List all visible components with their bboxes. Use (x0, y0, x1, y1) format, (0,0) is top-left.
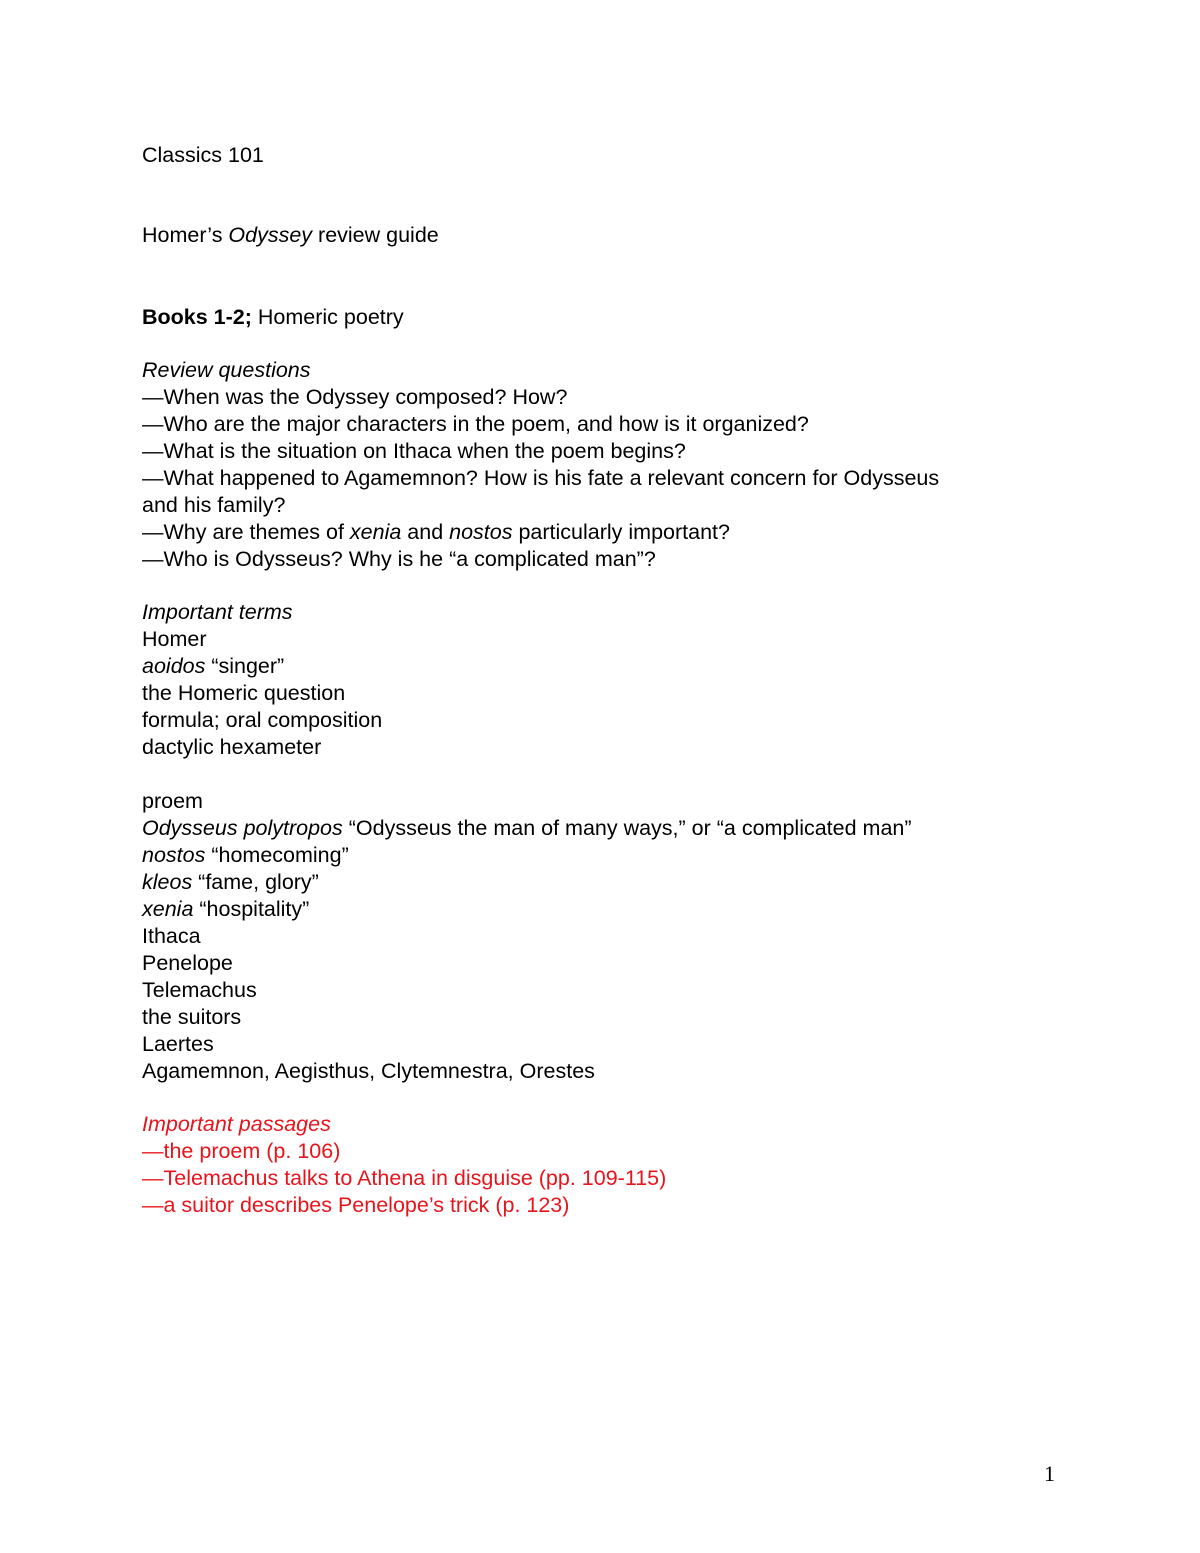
term-item: Ithaca (142, 924, 201, 948)
review-question: —When was the Odyssey composed? How? (142, 385, 568, 409)
term-item: Laertes (142, 1032, 214, 1056)
important-passages-heading: Important passages (142, 1112, 331, 1136)
review-question: —Who are the major characters in the poem, and how is it organized? (142, 412, 809, 436)
review-questions-heading: Review questions (142, 358, 311, 382)
term-item: the suitors (142, 1005, 242, 1029)
important-terms-heading: Important terms (142, 600, 293, 624)
document-title (142, 222, 1062, 249)
blank-line (142, 761, 1062, 788)
term-item: nostos “homecoming” (142, 843, 349, 867)
section-books: Books 1-2; (142, 305, 252, 329)
term-item: proem (142, 789, 203, 813)
term-item: Odysseus polytropos “Odysseus the man of many ways,” or “a complicated man” (142, 816, 912, 840)
term-item: kleos “fame, glory” (142, 870, 319, 894)
term-item: Telemachus (142, 978, 257, 1002)
title-suffix: review guide (312, 223, 439, 247)
section-heading (142, 304, 1062, 331)
important-terms-block (142, 599, 1062, 1085)
title-prefix: Homer’s (142, 223, 229, 247)
section-topic: Homeric poetry (251, 305, 404, 329)
term-item: formula; oral composition (142, 708, 383, 732)
course-title: Classics 101 (142, 143, 264, 167)
review-question: —Why are themes of xenia and nostos particularly important? (142, 520, 730, 544)
important-passages-block (142, 1111, 1062, 1219)
term-item: Penelope (142, 951, 233, 975)
page-number: 1 (1044, 1461, 1055, 1486)
term-item: Agamemnon, Aegisthus, Clytemnestra, Orestes (142, 1059, 595, 1083)
term-item: aoidos “singer” (142, 654, 285, 678)
term-item: the Homeric question (142, 681, 346, 705)
review-question-continued: and his family? (142, 493, 286, 517)
review-question: —What happened to Agamemnon? How is his fate a relevant concern for Odysseus (142, 466, 940, 490)
passage-item: —Telemachus talks to Athena in disguise (pp. 109-115) (142, 1166, 667, 1190)
review-question: —Who is Odysseus? Why is he “a complicated man”? (142, 547, 656, 571)
title-italic: Odyssey (228, 223, 313, 247)
review-questions-block (142, 357, 1062, 573)
term-item: dactylic hexameter (142, 735, 322, 759)
term-item: Homer (142, 627, 207, 651)
term-item: xenia “hospitality” (142, 897, 310, 921)
document-body (142, 142, 1062, 1245)
review-question: —What is the situation on Ithaca when the poem begins? (142, 439, 686, 463)
passage-item: —the proem (p. 106) (142, 1139, 341, 1163)
passage-item: —a suitor describes Penelope’s trick (p. 123) (142, 1193, 570, 1217)
